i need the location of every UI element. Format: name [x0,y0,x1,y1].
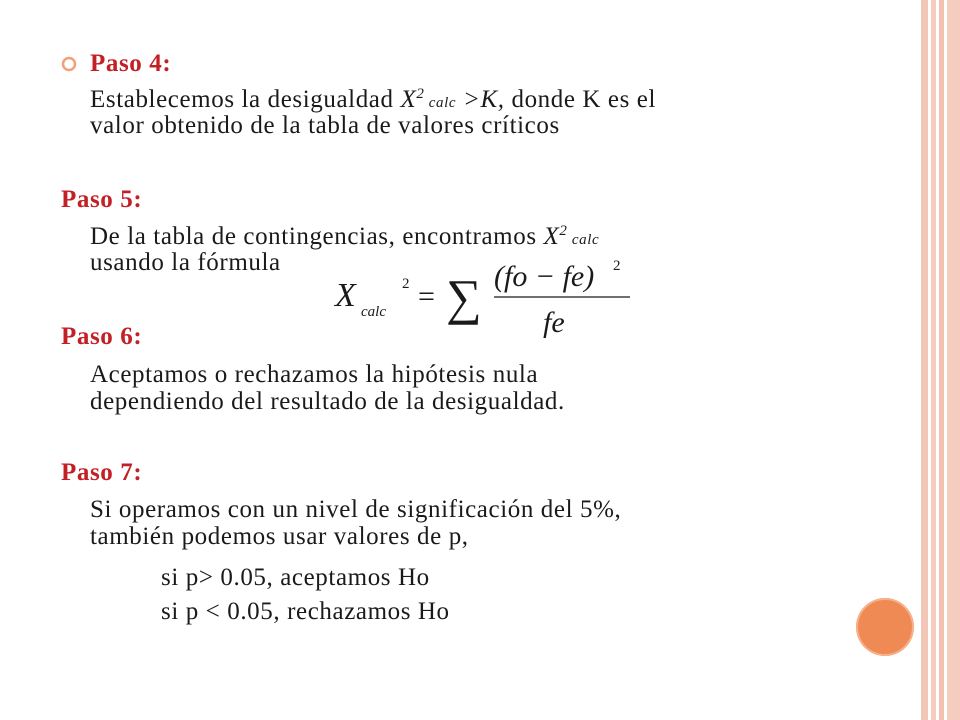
paso4-heading: Paso 4: [90,50,172,77]
paso5-line2: usando la fórmula [90,249,281,276]
formula-numerator: (fo − fe) [494,260,595,293]
paso6-line1: Aceptamos o rechazamos la hipótesis nula [90,361,539,388]
paso7-heading: Paso 7: [61,459,143,486]
paso4-line2: valor obtenido de la tabla de valores críticos [90,112,560,139]
paso4-x-exponent: 2 [416,86,425,102]
ring-bullet-icon [61,56,77,72]
paso4-line1-text-b: donde K es el [504,86,657,113]
paso6-line2: dependiendo del resultado de la desigualdad. [90,388,565,415]
formula-equals: = [418,280,435,313]
paso7-rule-accept: si p> 0.05, aceptamos Ho [161,564,430,591]
paso7-line1: Si operamos con un nivel de significación del 5%, [90,496,622,523]
paso6-heading: Paso 6: [61,323,143,350]
paso5-line1-text: De la tabla de contingencias, encontramos [90,223,544,250]
formula-num-exp: 2 [613,258,621,274]
chi-square-formula [330,258,640,338]
decor-circle [856,598,914,656]
formula-lhs-var: X [335,277,356,314]
decor-stripe-4 [947,0,960,720]
paso4-relation: >K, [456,86,505,113]
paso4-line1-text-a: Establecemos la desigualdad [90,86,401,113]
formula-lhs-exp: 2 [402,276,410,292]
paso4-x-symbol: X [400,86,417,113]
paso7-rule-reject: si p < 0.05, rechazamos Ho [161,598,450,625]
decor-stripe-1 [921,0,928,720]
paso7-line2: también podemos usar valores de p, [90,523,469,550]
paso5-heading: Paso 5: [61,186,143,213]
paso5-x-exponent: 2 [559,223,568,239]
paso5-x-symbol: X [543,223,560,250]
formula-denominator: fe [543,306,565,338]
paso5-x-subscript: calc [567,232,600,248]
formula-sum-symbol: ∑ [446,269,482,325]
paso4-x-subscript: calc [424,95,457,111]
formula-lhs-sub: calc [361,304,386,320]
